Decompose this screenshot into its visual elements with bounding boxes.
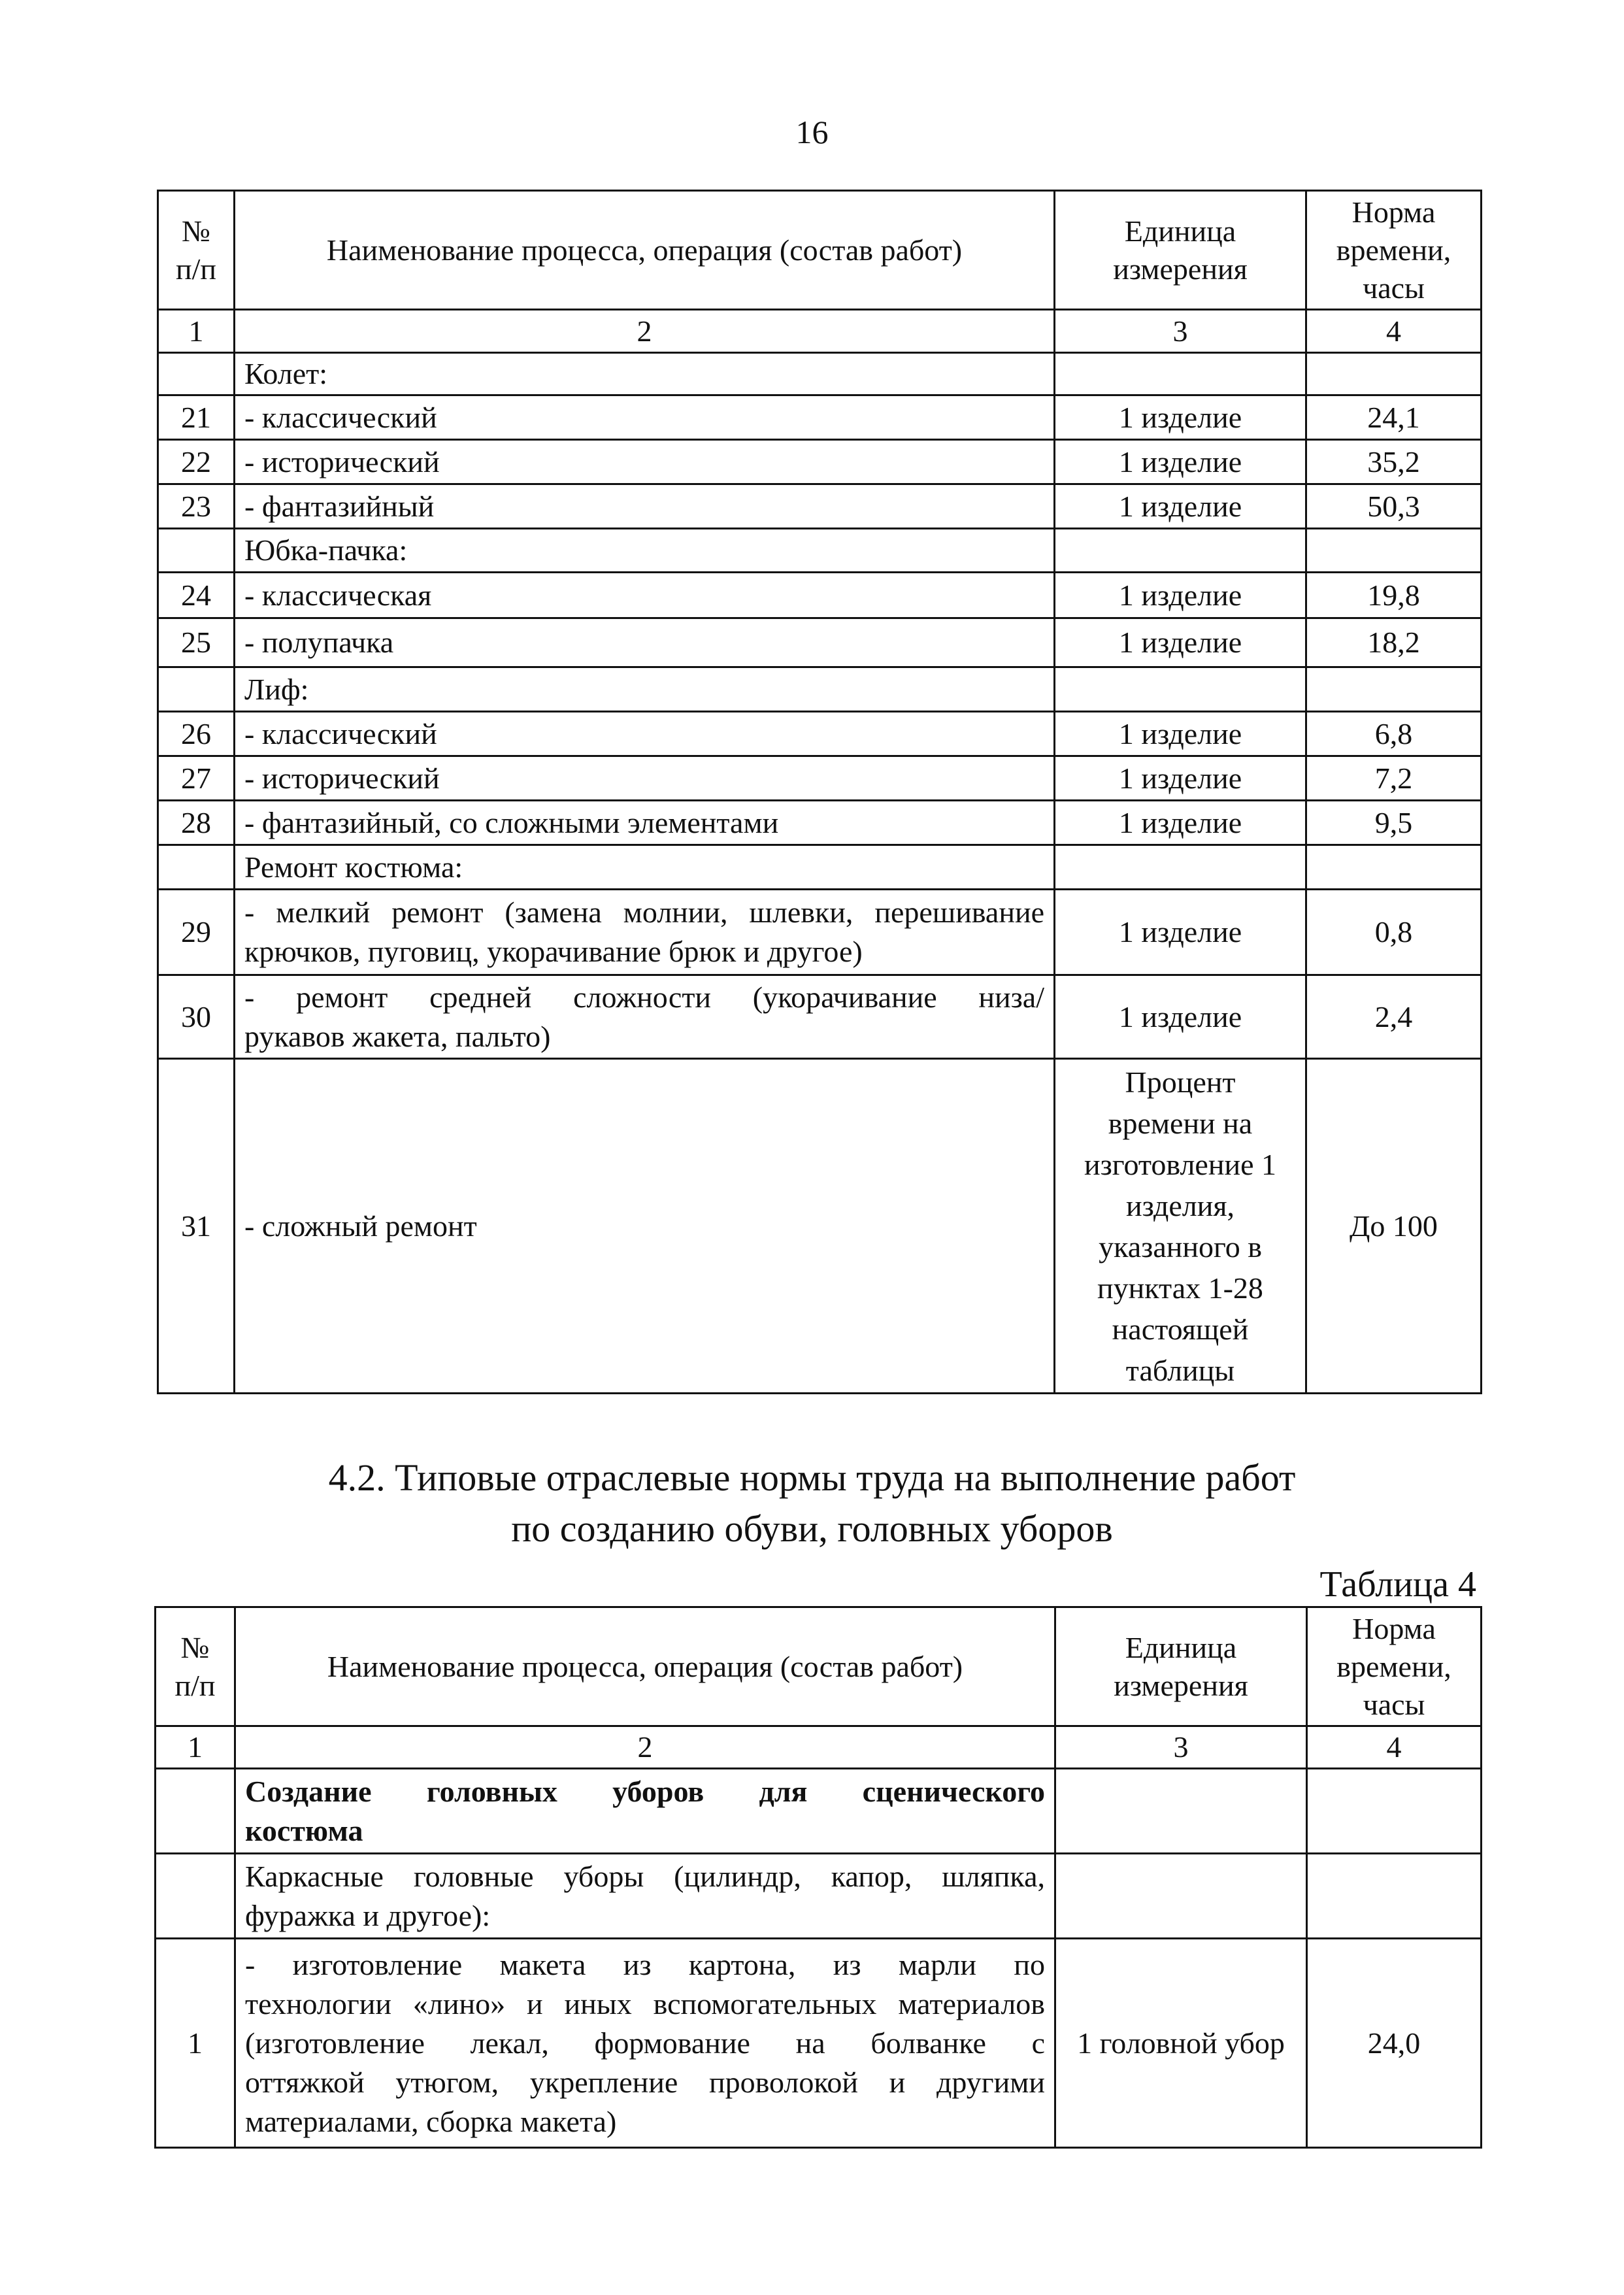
col-num-1: 1	[158, 310, 235, 353]
header-num: № п/п	[158, 191, 235, 310]
table-row: 24 - классическая 1 изделие 19,8	[158, 573, 1482, 618]
table-row: Каркасные головные уборы (цилиндр, капор, шляпка, фуражка и другое):	[156, 1854, 1482, 1939]
table-row: 27 - исторический 1 изделие 7,2	[158, 756, 1482, 801]
table-row: 25 - полупачка 1 изделие 18,2	[158, 618, 1482, 667]
table-row: 30 - ремонт средней сложности (укорачивание низа/ рукавов жакета, пальто) 1 изделие 2,4	[158, 975, 1482, 1059]
page-number: 16	[795, 114, 829, 150]
table-row: Лиф:	[158, 667, 1482, 712]
table-header-row	[156, 1607, 1482, 1726]
norms-table-4	[154, 1606, 1482, 2149]
col-num-3: 3	[1055, 1726, 1307, 1769]
header-unit: Единица измерения	[1055, 191, 1306, 310]
table-header-row	[158, 191, 1482, 310]
column-numbers-row	[156, 1726, 1482, 1769]
header-name: Наименование процесса, операция (состав работ)	[235, 191, 1055, 310]
col-num-2: 2	[235, 310, 1055, 353]
col-num-2: 2	[235, 1726, 1055, 1769]
col-num-4: 4	[1307, 1726, 1482, 1769]
col-num-1: 1	[156, 1726, 235, 1769]
table-row: 1 - изготовление макета из картона, из марли по технологии «лино» и иных вспомогательных материалов (изготовление лекал, формование на болванке с оттяжкой утюгом, укрепление проволокой и другими материалами, сборка макета) 1 головной убор 24,0	[156, 1939, 1482, 2148]
header-name: Наименование процесса, операция (состав работ)	[235, 1607, 1055, 1726]
table-row: Колет:	[158, 353, 1482, 395]
section-title: 4.2. Типовые отраслевые нормы труда на выполнение работ по созданию обуви, головных уборов	[328, 1456, 1296, 1550]
table-label: Таблица 4	[1319, 1564, 1476, 1605]
col-num-4: 4	[1306, 310, 1482, 353]
table-row: Создание головных уборов для сценического костюма	[156, 1769, 1482, 1854]
table-row: 22 - исторический 1 изделие 35,2	[158, 440, 1482, 484]
table-row: Юбка-пачка:	[158, 529, 1482, 573]
table-row: 21 - классический 1 изделие 24,1	[158, 395, 1482, 440]
table-row: 31 - сложный ремонт Процент времени на изготовление 1 изделия, указанного в пунктах 1-28 настоящей таблицы До 100	[158, 1059, 1482, 1394]
column-numbers-row	[158, 310, 1482, 353]
header-unit: Единица измерения	[1055, 1607, 1307, 1726]
table-row: Ремонт костюма:	[158, 845, 1482, 890]
table-row: 26 - классический 1 изделие 6,8	[158, 712, 1482, 756]
col-num-3: 3	[1055, 310, 1306, 353]
table-row: 28 - фантазийный, со сложными элементами 1 изделие 9,5	[158, 801, 1482, 845]
header-norm: Норма времени, часы	[1307, 1607, 1482, 1726]
header-num: № п/п	[156, 1607, 235, 1726]
table-row: 23 - фантазийный 1 изделие 50,3	[158, 484, 1482, 529]
table-row: 29 - мелкий ремонт (замена молнии, шлевки, перешивание крючков, пуговиц, укорачивание брюк и другое) 1 изделие 0,8	[158, 890, 1482, 975]
norms-table-3-continued	[157, 190, 1482, 1394]
header-norm: Норма времени, часы	[1306, 191, 1482, 310]
